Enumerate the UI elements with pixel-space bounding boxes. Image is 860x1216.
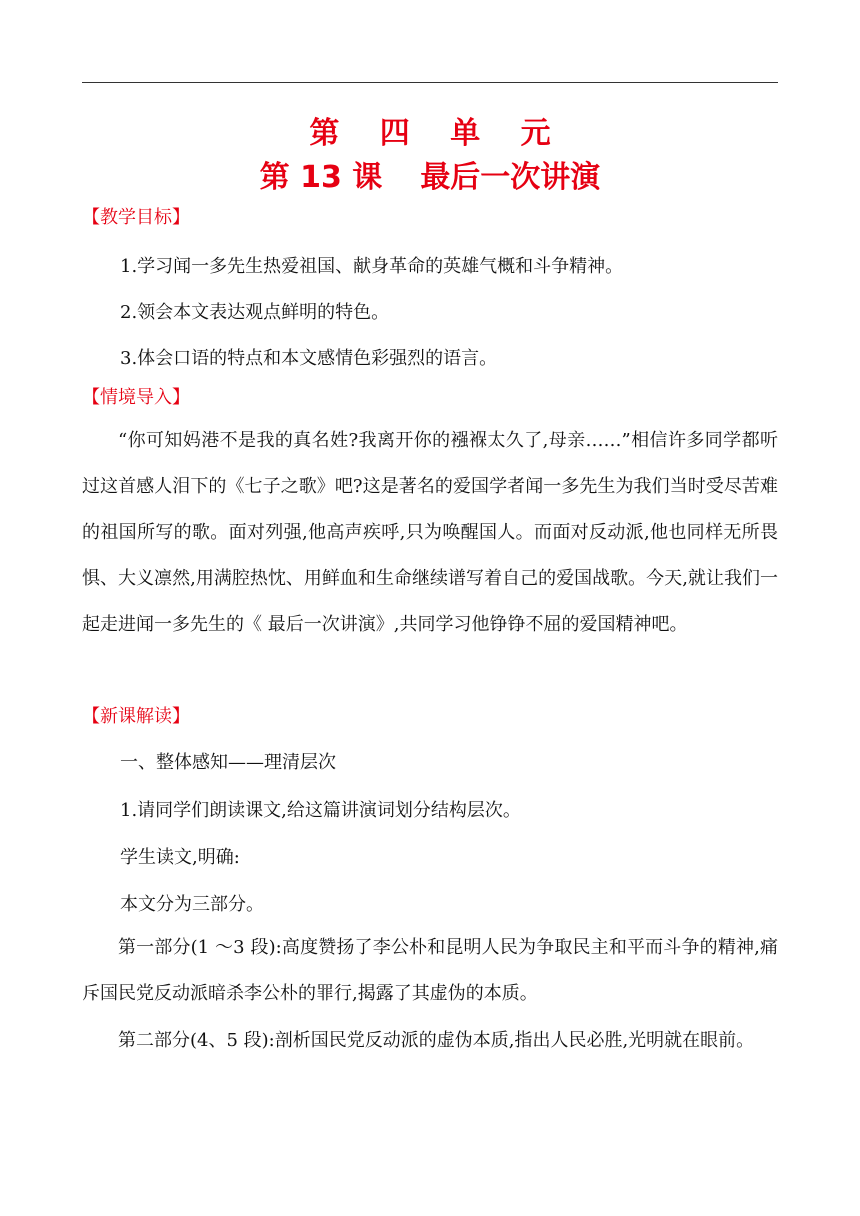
section-heading-goals: 【教学目标】 xyxy=(82,207,190,228)
part-two-paragraph: 第二部分(4、5 段):剖析国民党反动派的虚伪本质,指出人民必胜,光明就在眼前。 xyxy=(118,1030,755,1051)
unit-title: 第 四 单 元 xyxy=(309,116,566,151)
section-heading-intro: 【情境导入】 xyxy=(82,387,190,408)
intro-paragraph: “你可知妈港不是我的真名姓?我离开你的襁褓太久了,母亲……”相信许多同学都听过这首感人泪下的《七子之歌》吧?这是著名的爱国学者闻一多先生为我们当时受尽苦难的祖国所写的歌。面对列强,他高声疾呼,只为唤醒国人。而面对反动派,他也同样无所畏惧、大义凛然,用满腔热忱、用鲜血和生命继续谱写着自己的爱国战歌。今天,就让我们一起走进闻一多先生的《 最后一次讲演》,共同学习他铮铮不屈的爱国精神吧。 xyxy=(82,430,778,635)
goal-item: 2.领会本文表达观点鲜明的特色。 xyxy=(120,302,390,323)
section-heading-lesson-reading: 【新课解读】 xyxy=(82,706,190,727)
answer-summary: 本文分为三部分。 xyxy=(120,894,264,915)
lesson-number: 第 13 课 xyxy=(259,160,383,195)
lesson-title xyxy=(0,152,860,196)
goal-item: 3.体会口语的特点和本文感情色彩强烈的语言。 xyxy=(120,348,498,369)
header-rule xyxy=(82,82,778,83)
task-text: 1.请同学们朗读课文,给这篇讲演词划分结构层次。 xyxy=(120,800,521,821)
part-one-paragraph: 第一部分(1 ～3 段):高度赞扬了李公朴和昆明人民为争取民主和平而斗争的精神,痛斥国民党反动派暗杀李公朴的罪行,揭露了其虚伪的本质。 xyxy=(82,937,778,1004)
answer-intro: 学生读文,明确: xyxy=(120,847,240,868)
lesson-name: 最后一次讲演 xyxy=(420,160,601,195)
goal-item: 1.学习闻一多先生热爱祖国、献身革命的英雄气概和斗争精神。 xyxy=(120,256,624,277)
subheading: 一、整体感知——理清层次 xyxy=(120,752,336,773)
